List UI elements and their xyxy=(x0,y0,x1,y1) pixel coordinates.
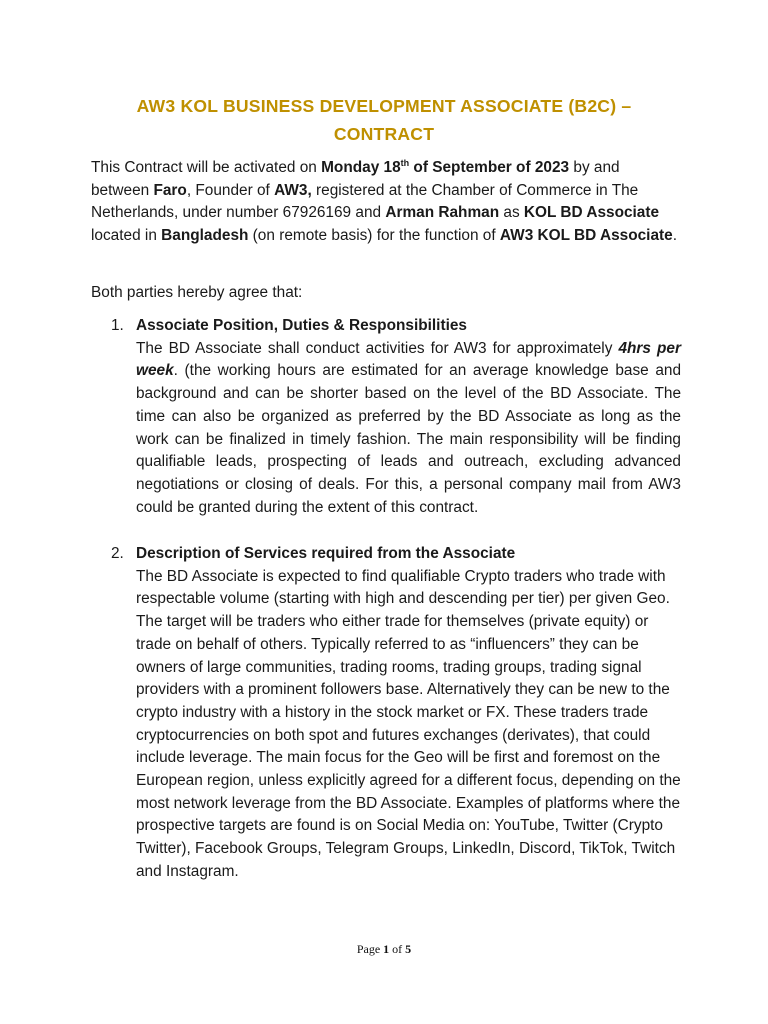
date-ordinal: th xyxy=(400,157,410,168)
page-footer xyxy=(0,942,768,957)
date-day: Monday 18 xyxy=(321,159,401,176)
associate-role: KOL BD Associate xyxy=(523,204,660,222)
title-line-1: AW3 KOL BUSINESS DEVELOPMENT ASSOCIATE (B2C) – xyxy=(136,96,632,116)
section-text: . (the working hours are estimated for an average knowledge base and background and can be shorter based on the level of the BD Associate. The time can also be organized as preferred by the BD Associate as long as the work can be finalized in timely fashion. The main responsibility will be finding qualifiable leads, prospecting of leads and outreach, excluding advanced negotiations or closing of deals. For this, a personal company mail from AW3 could be granted during the extent of this contract. xyxy=(136,362,681,516)
function-name: AW3 KOL BD Associate xyxy=(499,226,673,244)
intro-text: registered at the Chamber of Commerce in The Netherlands, under number 67926169 and xyxy=(91,181,639,222)
section-title: Associate Position, Duties & Responsibilities xyxy=(136,317,467,334)
section-number: 2. xyxy=(111,545,124,562)
working-hours: 4hrs per week xyxy=(136,339,681,380)
intro-text: , Founder of xyxy=(186,181,275,199)
page-number: 1 xyxy=(383,942,390,956)
agreement-statement: Both parties hereby agree that: xyxy=(91,284,303,301)
intro-paragraph xyxy=(91,157,681,247)
activation-date xyxy=(321,159,569,176)
company-name: AW3, xyxy=(274,181,312,199)
of-word: of xyxy=(392,942,403,956)
section-number: 1. xyxy=(111,317,124,334)
date-month-year: of September of 2023 xyxy=(409,159,570,176)
section-text: The BD Associate is expected to find qualifiable Crypto traders who trade with respectable volume (starting with high and descending per tier) per given Geo. The target will be traders who either trade for themselves (private equity) or trade on behalf of others. Typically referred to as “influencers” they can be owners of large communities, trading rooms, trading groups, trading signal providers with a prominent followers base. Alternatively they can be new to the crypto industry with a history in the stock market or FX. These traders trade cryptocurrencies on both spot and futures exchanges (derivates), that could include leverage. The main focus for the Geo will be first and foremost on the European region, unless explicitly agreed for a different focus, depending on the most network leverage from the BD Associate. Examples of platforms where the prospective targets are found is on Social Media on: YouTube, Twitter (Crypto Twitter), Facebook Groups, Telegram Groups, LinkedIn, Discord, TikTok, Twitch and Instagram. xyxy=(136,567,681,880)
intro-text: This Contract will be activated on xyxy=(91,159,322,176)
founder-name: Faro xyxy=(153,181,187,199)
contract-title xyxy=(80,92,688,148)
section-duties xyxy=(111,315,681,519)
section-text: The BD Associate shall conduct activities for AW3 for approximately xyxy=(136,339,619,357)
intro-text: . xyxy=(672,226,677,244)
title-line-2: CONTRACT xyxy=(333,124,435,144)
intro-text: by and between xyxy=(91,159,620,199)
section-body xyxy=(136,315,681,519)
page-word: Page xyxy=(356,942,381,956)
section-title: Description of Services required from the Associate xyxy=(136,545,516,562)
section-services xyxy=(111,543,681,884)
intro-text: located in xyxy=(91,226,162,244)
section-body xyxy=(136,543,681,884)
intro-text: as xyxy=(499,204,524,222)
associate-country: Bangladesh xyxy=(161,226,249,244)
page-total: 5 xyxy=(405,942,412,956)
intro-text: (on remote basis) for the function of xyxy=(248,226,500,244)
associate-name: Arman Rahman xyxy=(385,204,500,222)
